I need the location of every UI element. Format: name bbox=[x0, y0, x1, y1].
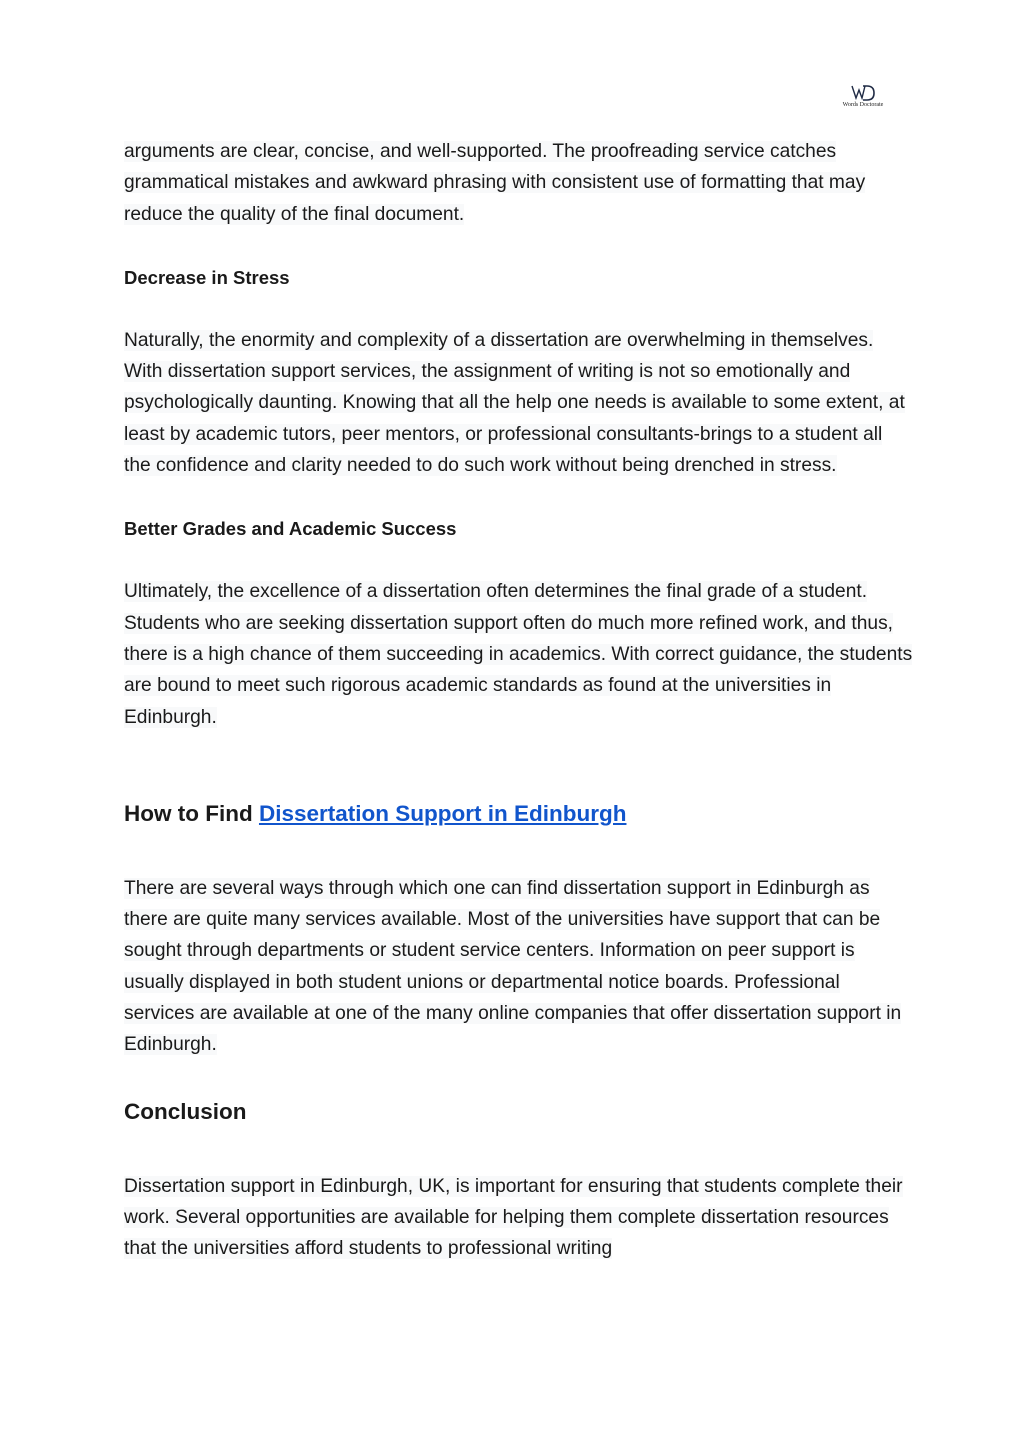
heading-conclusion: Conclusion bbox=[124, 1098, 247, 1124]
paragraph-how-to-find: There are several ways through which one can find dissertation support in Edinburgh as there are quite many services available. Most of the universities have support that can be sought through departments or student service centers. Information on peer support is usually displayed in both student unions or departmental notice boards. Professional services are available at one of the many online companies that offer dissertation support in Edinburgh. bbox=[124, 877, 902, 1056]
heading-better-grades: Better Grades and Academic Success bbox=[124, 518, 457, 540]
wd-monogram-icon bbox=[850, 84, 876, 102]
paragraph-proofreading: arguments are clear, concise, and well-supported. The proofreading service catches grammatical mistakes and awkward phrasing with consistent use of formatting that may reduce the quality of the final document. bbox=[124, 141, 866, 225]
paragraph-conclusion: Dissertation support in Edinburgh, UK, is important for ensuring that students complete their work. Several opportunities are available for helping them complete dissertation resources that the universities afford students to professional writing bbox=[124, 1175, 903, 1260]
paragraph-decrease-in-stress: Naturally, the enormity and complexity of a dissertation are overwhelming in themselves. With dissertation support services, the assignment of writing is not so emotionally and psychologically daunting. Knowing that all the help one needs is available to some extent, at least by academic tutors, peer mentors, or professional consultants-brings to a student all the confidence and clarity needed to do such work without being drenched in stress. bbox=[124, 329, 905, 477]
logo-text: Words Doctorate bbox=[842, 102, 884, 108]
paragraph-better-grades: Ultimately, the excellence of a dissertation often determines the final grade of a student. Students who are seeking dissertation support often do much more refined work, and thus, there is a high chance of them succeeding in academics. With correct guidance, the students are bound to meet such rigorous academic standards as found at the universities in Edinburgh. bbox=[124, 581, 913, 728]
dissertation-support-link[interactable]: Dissertation Support in Edinburgh bbox=[258, 800, 627, 826]
words-doctorate-logo bbox=[836, 84, 890, 110]
document-body bbox=[124, 136, 914, 1265]
heading-decrease-in-stress: Decrease in Stress bbox=[124, 266, 290, 288]
heading-how-to-find bbox=[124, 797, 914, 831]
heading-how-to-find-prefix: How to Find bbox=[124, 800, 259, 826]
